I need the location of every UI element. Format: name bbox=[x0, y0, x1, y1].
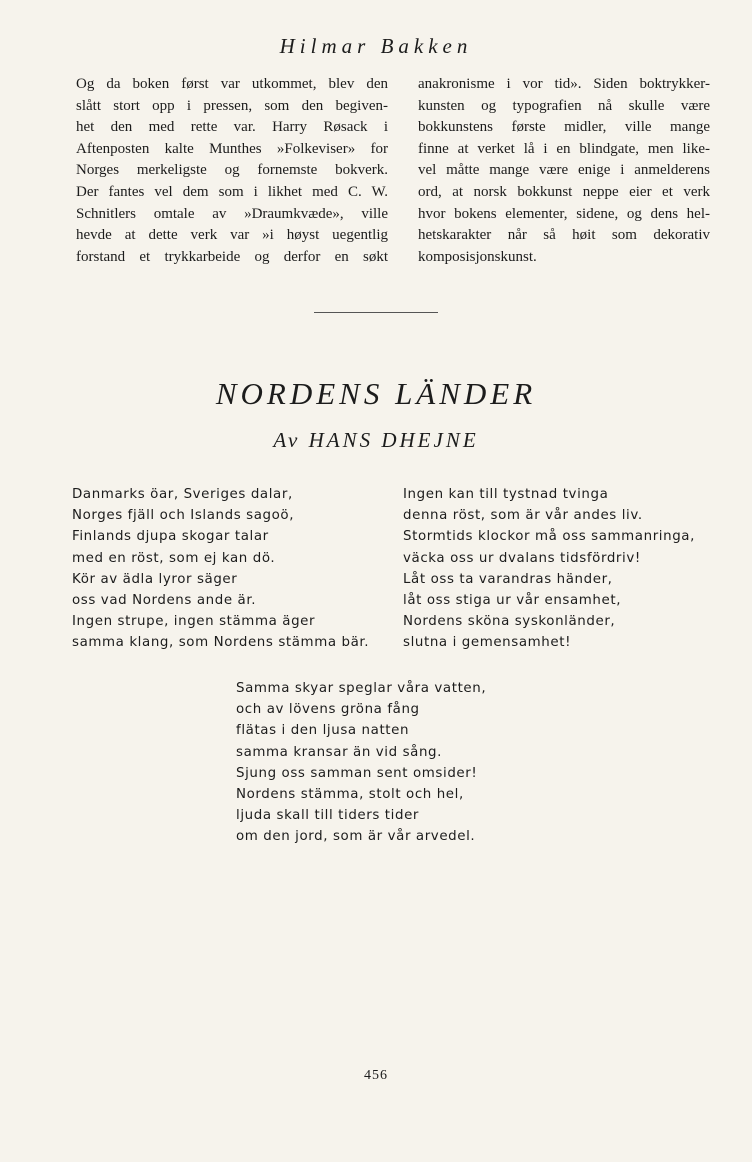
article-line: forstand et trykkarbeide og derfor en søkt bbox=[76, 248, 388, 265]
verse-line: Ingen kan till tystnad tvinga bbox=[403, 487, 609, 502]
poem-byline: Av HANS DHEJNE bbox=[273, 428, 479, 452]
article-line: anakronisme i vor tid». Siden boktrykker- bbox=[418, 76, 710, 92]
verse-line: låt oss stiga ur vår ensamhet, bbox=[403, 593, 622, 609]
verse-line: denna röst, som är vår andes liv. bbox=[403, 508, 643, 524]
verse-line: Nordens sköna syskonländer, bbox=[403, 614, 616, 630]
article-line: Norges merkeligste og fornemste bokverk. bbox=[76, 162, 388, 179]
page-number: 456 bbox=[364, 1068, 388, 1083]
verse-line: om den jord, som är vår arvedel. bbox=[236, 829, 476, 845]
poem-stanza-1 bbox=[72, 484, 369, 654]
article-line: Aftenposten kalte Munthes »Folkeviser» for bbox=[76, 140, 388, 157]
verse-line: Ingen strupe, ingen stämma äger bbox=[72, 614, 316, 630]
verse-line: samma klang, som Nordens stämma bär. bbox=[72, 635, 370, 651]
article-line: hvor bokens elementer, sidene, og dens hel- bbox=[418, 205, 710, 222]
article-line: het den med rette var. Harry Røsack i bbox=[76, 119, 388, 136]
poem-stanza-2 bbox=[403, 484, 695, 654]
article-line: vel måtte mange være enige i anmelderens bbox=[418, 162, 710, 179]
verse-line: oss vad Nordens ande är. bbox=[72, 593, 257, 609]
verse-line: med en röst, som ej kan dö. bbox=[72, 550, 276, 566]
verse-line: samma kransar än vid sång. bbox=[236, 744, 443, 760]
verse-line: Stormtids klockor må oss sammanringa, bbox=[403, 529, 695, 545]
article-right-column bbox=[418, 74, 710, 268]
verse-line: Finlands djupa skogar talar bbox=[72, 529, 269, 545]
verse-line: ljuda skall till tiders tider bbox=[236, 808, 420, 824]
article-line: hetskarakter når så høit som dekorativ bbox=[418, 227, 710, 244]
article-line: bokkunstens første midler, ville mange bbox=[418, 119, 710, 136]
article-line: komposisjonskunst. bbox=[418, 248, 537, 265]
verse-line: Danmarks öar, Sveriges dalar, bbox=[72, 487, 293, 502]
verse-line: Kör av ädla lyror säger bbox=[72, 571, 238, 587]
verse-line: Sjung oss samman sent omsider! bbox=[236, 765, 478, 781]
section-divider bbox=[314, 312, 438, 313]
article-line: hevde at dette verk var »i høyst uegentlig bbox=[76, 227, 388, 244]
verse-line: Norges fjäll och Islands sagoö, bbox=[72, 508, 295, 524]
poem-stanza-3 bbox=[236, 678, 486, 848]
verse-line: slutna i gemensamhet! bbox=[403, 635, 572, 651]
article-line: Schnitlers omtale av »Draumkvæde», ville bbox=[76, 205, 388, 222]
verse-line: Samma skyar speglar våra vatten, bbox=[236, 681, 487, 696]
verse-line: flätas i den ljusa natten bbox=[236, 723, 410, 739]
poem-title: NORDENS LÄNDER bbox=[215, 376, 537, 411]
verse-line: väcka oss ur dvalans tidsfördriv! bbox=[403, 550, 641, 566]
verse-line: Låt oss ta varandras händer, bbox=[403, 571, 613, 587]
article-left-column bbox=[76, 74, 388, 268]
article-line: finne at verket lå i en blindgate, men like- bbox=[418, 140, 710, 157]
article-line: Der fantes vel dem som i likhet med C. W. bbox=[76, 183, 388, 200]
article-line: Og da boken først var utkommet, blev den bbox=[76, 76, 388, 92]
running-head: Hilmar Bakken bbox=[279, 34, 473, 58]
article-line: slått stort opp i pressen, som den begiven- bbox=[76, 97, 388, 114]
article-line: kunsten og typografien nå skulle være bbox=[418, 97, 710, 114]
article-line: ord, at norsk bokkunst neppe eier et verk bbox=[418, 183, 710, 200]
verse-line: Nordens stämma, stolt och hel, bbox=[236, 787, 464, 803]
verse-line: och av lövens gröna fång bbox=[236, 702, 420, 718]
